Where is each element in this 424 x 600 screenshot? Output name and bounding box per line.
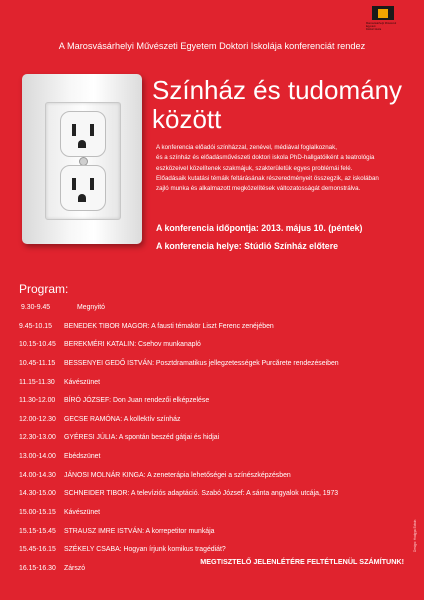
program-time: 9.45-10.15 <box>19 322 52 330</box>
program-time: 15.00-15.15 <box>19 508 56 516</box>
logo-line-2: Doktori Iskola <box>366 28 382 31</box>
conference-venue: A konferencia helye: Stúdió Színház előtere <box>156 241 339 251</box>
program-text: Kávészünet <box>64 508 101 516</box>
program-text: Kávészünet <box>64 378 101 386</box>
program-time: 14.00-14.30 <box>19 471 56 479</box>
program-item <box>19 489 409 508</box>
program-time: 11.15-11.30 <box>19 378 55 386</box>
program-heading: Program: <box>19 282 69 296</box>
program-item <box>19 396 409 415</box>
logo-caption <box>366 22 406 31</box>
program-text: Zárszó <box>64 564 86 572</box>
program-time: 10.15-10.45 <box>19 341 56 349</box>
program-text: SCHNEIDER TIBOR: A televíziós adaptáció. Szabó József: A sánta angyalok utcája, 1973 <box>64 490 339 498</box>
program-text: BÍRÓ JÓZSEF: Don Juan rendezői elképzelése <box>64 397 210 405</box>
program-time: 15.15-15.45 <box>19 527 56 535</box>
program-item <box>19 322 409 341</box>
program-time: 15.45-16.15 <box>19 546 56 554</box>
program-item <box>19 527 409 546</box>
attendance-request: MEGTISZTELŐ JELENLÉTÉRE FELTÉTLENÜL SZÁMÍTUNK! <box>200 557 404 566</box>
description-line: A konferencia előadói színházzal, zenével, médiával foglalkoznak, <box>156 144 337 151</box>
program-time: 11.30-12.00 <box>19 397 56 405</box>
program-time: 14.30-15.00 <box>19 490 56 498</box>
program-item <box>19 564 409 583</box>
program-time: 10.45-11.15 <box>19 359 56 367</box>
description-line: Előadásaik kutatási témáik feltárásának részeredményeit összegzik, az iskolában <box>156 174 379 182</box>
program-item <box>19 508 409 527</box>
program-item <box>19 433 409 452</box>
program-list <box>19 303 409 582</box>
description-line: és a színház és előadásművészeti doktori iskola PhD-hallgatóiként a teatrológia <box>156 154 375 162</box>
conference-description <box>156 143 406 194</box>
university-logo <box>366 6 406 32</box>
outlet-bottom <box>60 165 106 211</box>
conference-date: A konferencia időpontja: 2013. május 10. (péntek) <box>156 223 363 233</box>
organizer-header: A Marosvásárhelyi Művészeti Egyetem Doktori Iskolája konferenciát rendez <box>58 41 366 51</box>
program-item <box>19 415 409 434</box>
page-title <box>152 76 402 134</box>
program-text: STRAUSZ IMRE ISTVÁN: A korrepetitor munkája <box>64 527 215 535</box>
description-line: zajló munka és alkalmazott megközelítések változatosságát demonstrálva. <box>156 185 361 193</box>
program-text: Ebédszünet <box>64 453 101 460</box>
program-time: 13.00-14.00 <box>19 453 56 460</box>
program-text: GYÉRESI JÚLIA: A spontán beszéd gátjai és hidjai <box>64 434 220 442</box>
description-line: eszközeivel közelítenek szakmájuk, szakterületük egyes problémái felé. <box>156 164 353 172</box>
program-time: 12.00-12.30 <box>19 415 56 423</box>
program-text: BENEDEK TIBOR MAGOR: A fausti témakör Liszt Ferenc zenéjében <box>64 322 274 330</box>
program-time: 16.15-16.30 <box>19 564 56 572</box>
program-text: BEREKMÉRI KATALIN: Csehov munkanapló <box>64 341 201 349</box>
program-item <box>19 303 409 322</box>
program-time: 12.30-13.00 <box>19 434 56 442</box>
program-text: BESSENYEI GEDŐ ISTVÁN: Posztdramatikus jellegzetességek Purcărete rendezéseiben <box>64 359 339 367</box>
socket-plate <box>45 102 121 220</box>
program-item <box>19 340 409 359</box>
power-socket-image <box>22 74 142 244</box>
theater-mask-icon <box>372 6 394 20</box>
outlet-top <box>60 111 106 157</box>
program-text: GECSE RAMÓNA: A kollektív színház <box>64 415 181 423</box>
logo-line-1: Marosvásárhelyi Művészeti Egyetem <box>366 22 397 28</box>
program-text: Megnyitó <box>77 304 105 311</box>
program-item <box>19 378 409 397</box>
title-line-1: Színház és tudomány <box>152 75 403 105</box>
program-text: JÁNOSI MOLNÁR KINGA: A zeneterápia lehetőségei a színészképzésben <box>64 471 291 479</box>
program-time: 9.30-9.45 <box>21 304 51 311</box>
program-item <box>19 471 409 490</box>
title-line-2: között <box>152 104 222 134</box>
program-item <box>19 452 409 471</box>
design-credit: Design: Hodgya Edwin <box>413 519 417 552</box>
program-text: SZÉKELY CSABA: Hogyan írjunk komikus tragédiát? <box>64 546 226 554</box>
program-item <box>19 359 409 378</box>
